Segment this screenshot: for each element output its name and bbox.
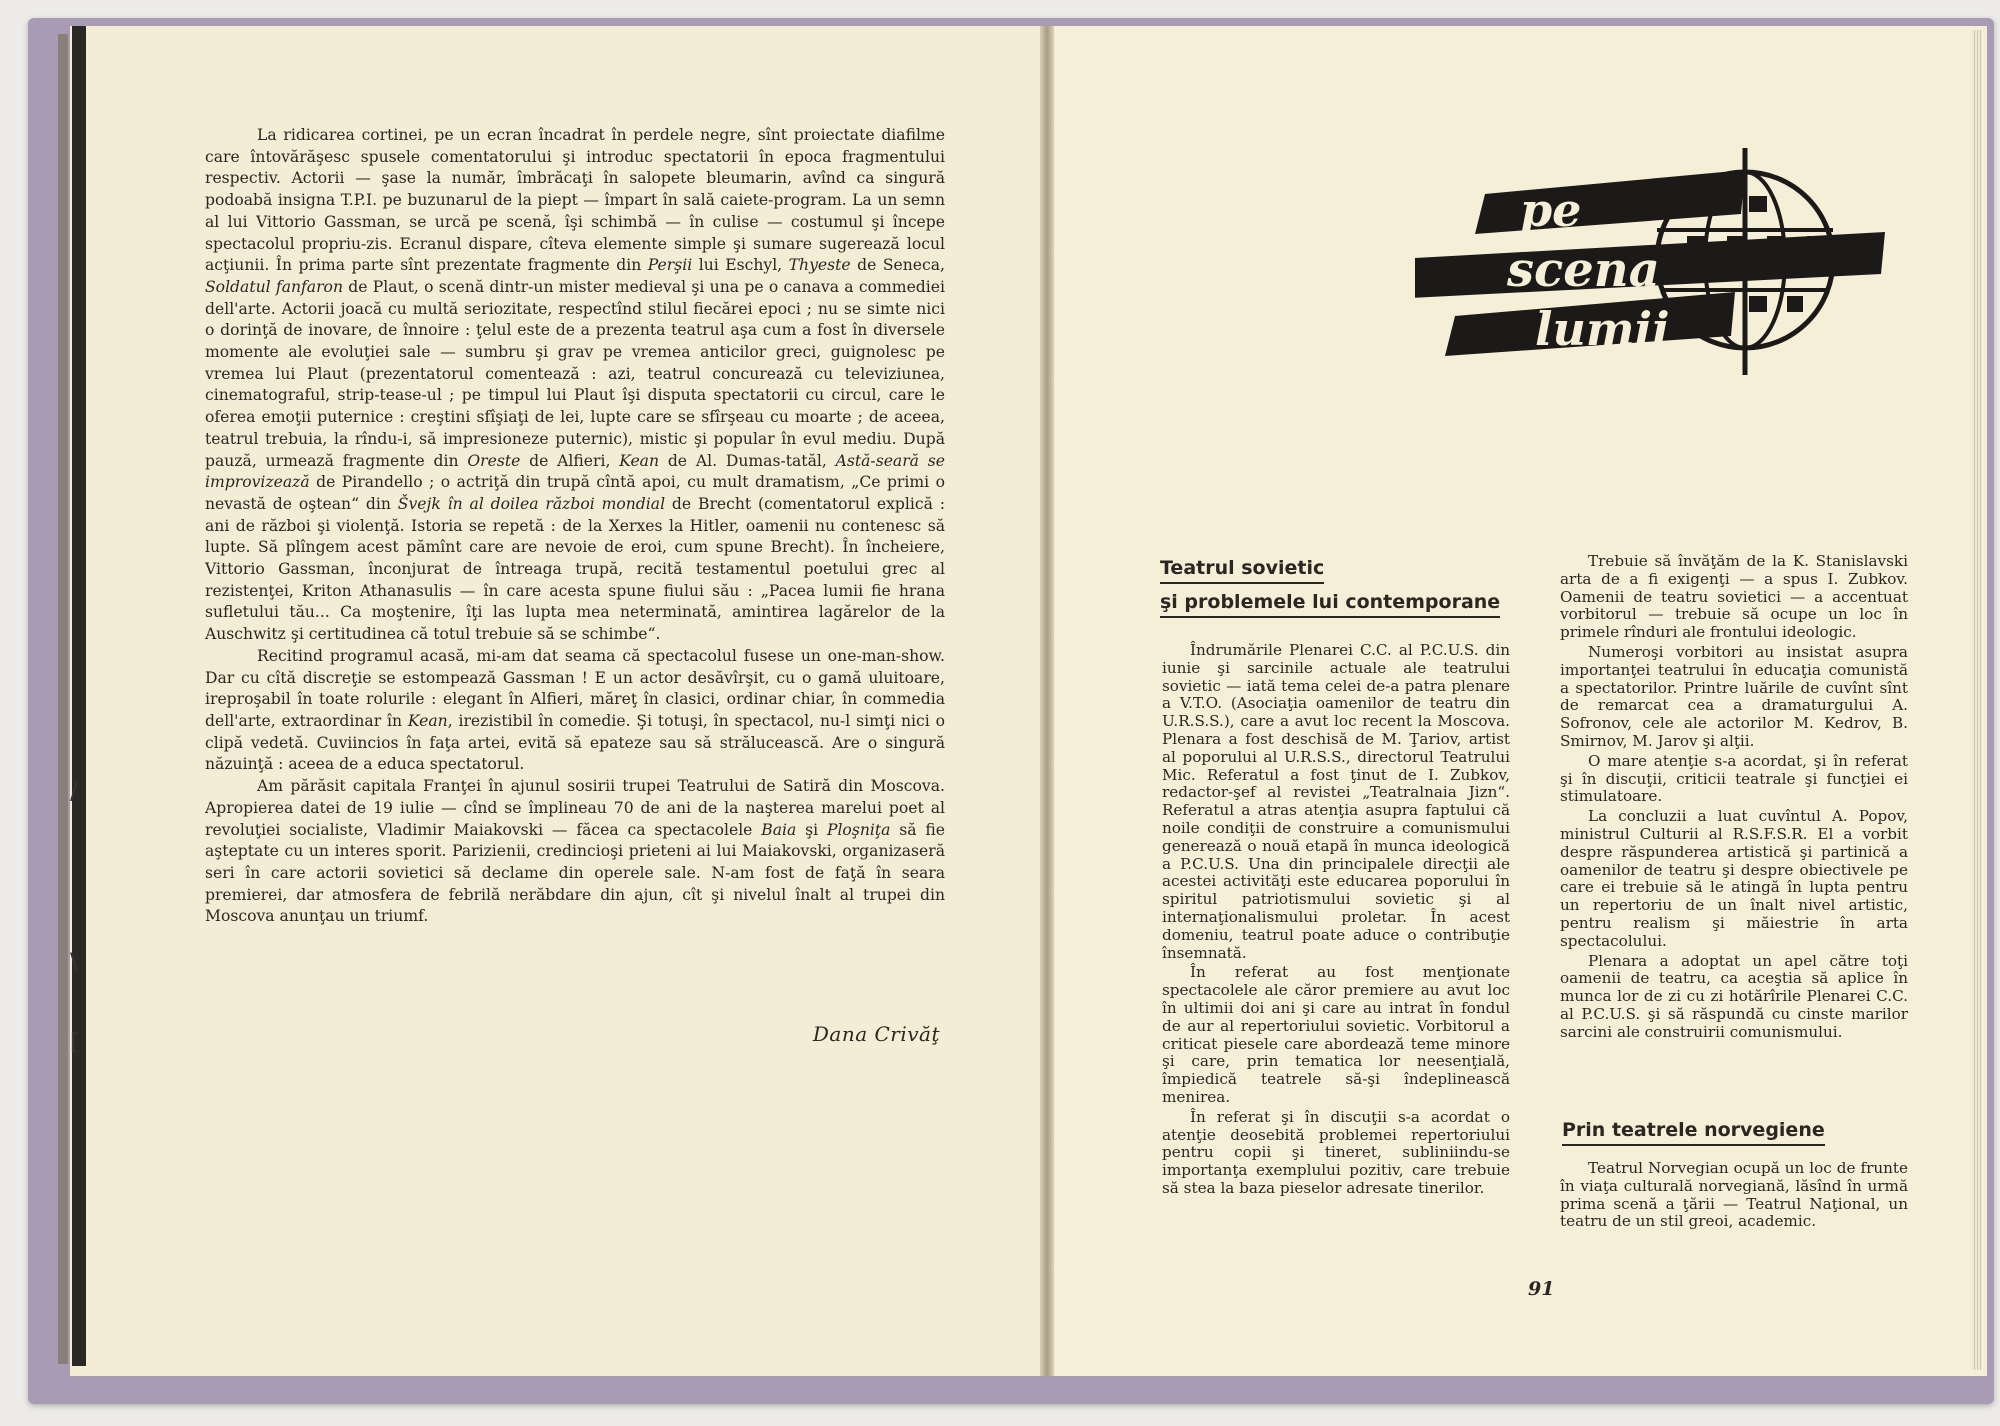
logo-word: lumii	[1535, 302, 1670, 356]
logo-word: pe	[1520, 183, 1582, 237]
margin-pencil-mark: /	[70, 780, 78, 805]
column-paragraph: Îndrumările Plenarei C.C. al P.C.U.S. din iunie şi sarcinile actuale ale teatrului sovietic — iată tema celei de-a patra plenare a V.T.O. (Asociaţia oamenilor de teatru din U.R.S.S.), care a avut loc recent la Moscova. Plenara a fost deschisă de M. Ţariov, artist al poporului al U.R.S.S., directorul Teatrului Mic. Referatul a fost ţinut de I. Zubkov, redactor-şef al revistei „Teatralnaia Jizn“. Referatul a atras atenţia asupra faptului că noile condiţii de construire a comunismului generează o nouă etapă în munca ideologică a P.C.U.S. Una din principalele direcţii ale acestei activităţi este educarea poporului în spiritul patriotismului sovietic şi al internaţionalismului proletar. În acest domeniu, teatrul poate aduce o contribuţie însemnată.	[1162, 641, 1510, 962]
logo-word: scena	[1507, 242, 1660, 298]
italic-title: Kean	[619, 451, 660, 470]
page-number: 91	[1528, 1278, 1555, 1300]
article-paragraph: Recitind programul acasă, mi-am dat seama că spectacolul fusese un one-man-show. Dar cu cîtă discreţie se estompează Gassman ! E un actor desăvîrşit, cu o gamă uluitoare, ireproşabil în toate rolurile : elegant în Alfieri, măreţ în clasici, ordinar chiar, în commedia dell'arte, extraordinar în Kean, irezistibil în comedie. Şi totuşi, în spectacol, nu-l simţi nici o clipă vedetă. Cuviincios în faţa artei, evită să epateze sau să strălucească. Are o singură năzuinţă : aceea de a educa spectatorul.	[205, 646, 945, 774]
column-paragraph: În referat au fost menţionate spectacolele ale căror premiere au avut loc în ultimii doi ani şi care au intrat în fondul de aur al repertoriului sovietic. Vorbitorul a criticat piesele care abordează teme minore şi care, prin tematica lor neesenţială, împiedică teatrele să-şi îndeplinească menirea.	[1162, 963, 1510, 1106]
column-paragraph: O mare atenţie s-a acordat, şi în referat şi în discuţii, criticii teatrale şi funcţiei ei stimulatoare.	[1560, 751, 1908, 806]
article-column	[1162, 642, 1510, 1200]
column-paragraph: Teatrul Norvegian ocupă un loc de frunte în viaţa culturală norvegiană, lăsînd în urmă prima scenă a ţării — Teatrul Naţional, un teatru de un stil greoi, academic.	[1560, 1159, 1908, 1231]
italic-title: Oreste	[467, 451, 521, 470]
article-body	[205, 125, 945, 928]
italic-title: Ploşniţa	[826, 820, 891, 839]
column-paragraph: Trebuie să învăţăm de la K. Stanislavski arta de a fi exigenţi — a spus I. Zubkov. Oamenii de teatru sovietici — a accentuat vorbitorul — trebuie să ocupe un loc în primele rînduri ale frontului ideologic.	[1560, 552, 1908, 642]
article-column	[1560, 553, 1908, 1044]
italic-title: Perşii	[647, 256, 693, 275]
author-signature: Dana Crivăţ	[812, 1022, 940, 1046]
article-paragraph: Am părăsit capitala Franţei în ajunul sosirii trupei Teatrului de Satiră din Moscova. Apropierea datei de 19 iulie — cînd se împlineau 70 de ani de la naşterea marelui poet al revoluţiei socialiste, Vladimir Maiakovski — făcea ca spectacolele Baia şi Ploşniţa să fie aşteptate cu un interes sporit. Parizienii, credincioşi prieteni ai lui Maiakovski, organizaseră seri în care actorii sovietici să declame din operele sale. N-am fost de faţă în seara premierei, dar atmosfera de febrilă nerăbdare din ajun, cît şi nivelul înalt al trupei din Moscova anunţau un triumf.	[205, 777, 946, 926]
italic-title: Švejk în al doilea război mondial	[397, 494, 666, 513]
section-heading	[1160, 556, 1512, 624]
italic-title: Thyeste	[788, 256, 851, 275]
italic-title: Soldatul fanfaron	[205, 277, 343, 296]
section-heading-line: şi problemele lui contemporane	[1160, 590, 1500, 618]
column-paragraph: La concluzii a luat cuvîntul A. Popov, ministrul Culturii al R.S.F.S.R. El a vorbit despre răspunderea artistică şi partinică a oamenilor de teatru şi despre obiectivele pe care ei trebuie să le atingă în lupta pentru un repertoriu de un înalt nivel artistic, pentru realism şi măiestrie în arta spectacolului.	[1560, 807, 1908, 950]
article-paragraph: La ridicarea cortinei, pe un ecran încadrat în perdele negre, sînt proiectate diafilme care întovărăşesc spusele comentatorului şi introduc spectatorii în epoca fragmentului respectiv. Actorii — şase la număr, îmbrăcaţi în salopete bleumarin, avînd ca singură podoabă insigna T.P.I. pe buzunarul de la piept — împart în sală caiete-program. La un semn al lui Vittorio Gassman, se urcă pe scenă, îşi schimbă — în culise — costumul şi începe spectacolul propriu-zis. Ecranul dispare, cîteva elemente simple şi sumare sugerează locul acţiunii. În prima parte sînt prezentate fragmente din Perşii lui Eschyl, Thyeste de Seneca, Soldatul fanfaron de Plaut, o scenă dintr-un mister medieval şi una pe o canava a commediei dell'arte. Actorii joacă cu multă seriozitate, respectînd stilul fiecărei epoci ; nu se simte nici o dorinţă de inovare, de înnoire : ţelul este de a prezenta teatrul aşa cum a fost în diversele momente ale evoluţiei sale — sumbru şi grav pe vremea anticilor greci, guignolesc pe vremea lui Plaut (prezentatorul comentează : azi, teatrul concurează cu televiziunea, cinematograful, strip-tease-ul ; pe timpul lui Plaut îşi disputa spectatorii cu circul, care le oferea emoţii puternice : creştini sfîşiaţi de lei, lupte care se sfîrşeau cu moarte ; de aceea, teatrul trebuia, la rîndu-i, să impresioneze puternic), mistic şi popular în evul mediu. După pauză, urmează fragmente din Oreste de Alfieri, Kean de Al. Dumas-tatăl, Astă-seară se improvizează de Pirandello ; o actriţă din trupă cîntă apoi, cu mult dramatism, „Ce primi o nevastă de oştean“ din Švejk în al doilea război mondial de Brecht (comentatorul explică : ani de război şi violenţă. Istoria se repetă : de la Xerxes la Hitler, oamenii nu contenesc să lupte. Să plîngem acest pămînt care are nevoie de eroi, cum spune Brecht). În încheiere, Vittorio Gassman, înconjurat de întreaga trupă, recită testamentul poetului grec al rezistenţei, Kriton Athanasulis — în care acesta spune fiului său : „Pacea lumii fie hrana sufletului tău... Ca moştenire, îţi las lupta mea neterminată, amintirea lagărelor de la Auschwitz şi certitudinea că totul trebuie să se schimbe“.	[205, 126, 946, 644]
spine-edge	[58, 34, 68, 1364]
margin-pencil-mark: \	[70, 950, 78, 975]
column-paragraph: Plenara a adoptat un apel către toţi oamenii de teatru, ca aceştia să aplice în munca lor de zi cu zi hotărîrile Plenarei C.C. al P.C.U.S. şi să răspundă cu cinste marilor sarcini ale construirii comunismului.	[1560, 951, 1908, 1041]
pe-scena-lumii-logo	[1415, 140, 1895, 380]
article-column	[1560, 1160, 1908, 1233]
page-stack	[1972, 30, 1982, 1370]
section-heading-line: Teatrul sovietic	[1160, 556, 1324, 584]
section-heading	[1562, 1118, 1892, 1146]
margin-pencil-mark: [	[70, 1030, 79, 1055]
italic-title: Baia	[761, 820, 797, 839]
section-heading-line: Prin teatrele norvegiene	[1562, 1118, 1825, 1146]
spine-shadow	[72, 26, 86, 1366]
column-paragraph: Numeroşi vorbitori au insistat asupra importanţei teatrului în educaţia comunistă a spectatorilor. Printre luările de cuvînt sînt de remarcat cea a dramaturgului A. Sofronov, cele ale actorilor M. Kedrov, B. Smirnov, M. Jarov şi alţii.	[1560, 642, 1908, 750]
book-gutter	[1040, 26, 1054, 1376]
italic-title: Astă-seară se improvizează	[205, 451, 946, 492]
italic-title: Kean	[407, 711, 448, 730]
column-paragraph: În referat şi în discuţii s-a acordat o atenţie deosebită problemei repertoriului pentru copii şi tineret, subliniindu-se importanţa exemplului pozitiv, care trebuie să stea la baza pieselor adresate tinerilor.	[1162, 1107, 1510, 1197]
